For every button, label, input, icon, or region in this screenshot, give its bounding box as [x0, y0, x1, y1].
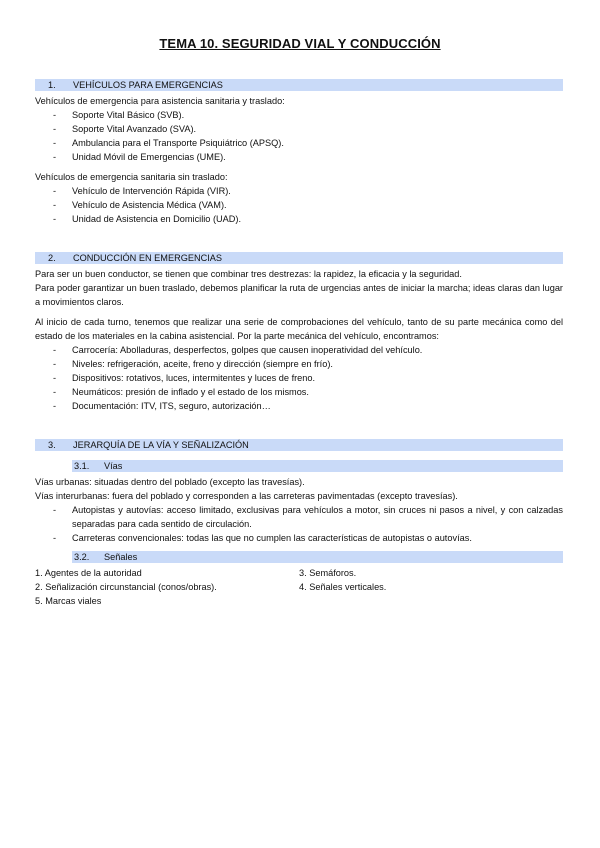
- list-item: - Unidad de Asistencia en Domicilio (UAD).: [35, 212, 563, 226]
- signals-right-column: [299, 566, 563, 608]
- section-2-paragraph-3: Al inicio de cada turno, tenemos que realizar una serie de comprobaciones del vehículo, tanto de su parte mecánica como del estado de los materiales en la cabina asistencial. Por la parte mecánica del vehículo, encontramos:: [35, 317, 563, 341]
- subsection-3-2-number: 3.2.: [74, 552, 90, 562]
- section-1-intro-b: Vehículos de emergencia sanitaria sin traslado:: [35, 172, 228, 182]
- signal-item: 4. Señales verticales.: [299, 582, 387, 592]
- signals-left-column: [35, 566, 299, 608]
- document-body: [35, 79, 563, 608]
- section-1-title: VEHÍCULOS PARA EMERGENCIAS: [73, 80, 223, 90]
- list-item: - Unidad Móvil de Emergencias (UME).: [35, 150, 563, 164]
- list-item: - Vehículo de Asistencia Médica (VAM).: [35, 198, 563, 212]
- signal-item: 2. Señalización circunstancial (conos/obras).: [35, 582, 217, 592]
- subsection-3-1-paragraph-1: Vías urbanas: situadas dentro del poblado (excepto las travesías).: [35, 477, 305, 487]
- section-3-number: 3.: [48, 440, 56, 450]
- list-item: - Soporte Vital Básico (SVB).: [35, 108, 563, 122]
- section-1-list-b: [35, 184, 563, 226]
- section-1-number: 1.: [48, 80, 56, 90]
- section-3-title: JERARQUÍA DE LA VÍA Y SEÑALIZACIÓN: [73, 440, 249, 450]
- signal-item: 3. Semáforos.: [299, 568, 357, 578]
- section-1-intro-a: Vehículos de emergencia para asistencia sanitaria y traslado:: [35, 96, 285, 106]
- list-item: - Niveles: refrigeración, aceite, freno y dirección (siempre en frío).: [35, 357, 563, 371]
- section-1-heading: [35, 79, 563, 91]
- list-item: - Autopistas y autovías: acceso limitado, exclusivas para vehículos a motor, sin cruces ni pasos a nivel, y con calzadas separadas para cada sentido de circulación.: [35, 503, 563, 531]
- list-item: - Ambulancia para el Transporte Psiquiátrico (APSQ).: [35, 136, 563, 150]
- subsection-3-2-heading: [72, 551, 563, 563]
- signal-item: 1. Agentes de la autoridad: [35, 568, 142, 578]
- list-item: - Carrocería: Abolladuras, desperfectos, golpes que causen inoperatividad del vehículo.: [35, 343, 563, 357]
- section-2-paragraph-2: Para poder garantizar un buen traslado, debemos planificar la ruta de urgencias antes de iniciar la marcha; ideas claras dan lugar a movimientos claros.: [35, 283, 563, 307]
- subsection-3-1-number: 3.1.: [74, 461, 90, 471]
- section-2-list: [35, 343, 563, 413]
- list-item: - Dispositivos: rotativos, luces, intermitentes y luces de freno.: [35, 371, 563, 385]
- signals-columns: [35, 566, 563, 608]
- section-2-number: 2.: [48, 253, 56, 263]
- section-1-list-a: [35, 108, 563, 164]
- section-3-heading: [35, 439, 563, 451]
- section-2-title: CONDUCCIÓN EN EMERGENCIAS: [73, 253, 223, 263]
- section-2-paragraph-1: Para ser un buen conductor, se tienen que combinar tres destrezas: la rapidez, la eficacia y la seguridad.: [35, 269, 462, 279]
- document-title: TEMA 10. SEGURIDAD VIAL Y CONDUCCIÓN: [159, 36, 441, 51]
- list-item: - Soporte Vital Avanzado (SVA).: [35, 122, 563, 136]
- subsection-3-2-title: Señales: [104, 552, 138, 562]
- list-item: - Neumáticos: presión de inflado y el estado de los mismos.: [35, 385, 563, 399]
- list-item: - Vehículo de Intervención Rápida (VIR).: [35, 184, 563, 198]
- subsection-3-1-heading: [72, 460, 563, 472]
- subsection-3-1-title: Vías: [104, 461, 123, 471]
- list-item: - Documentación: ITV, ITS, seguro, autorización…: [35, 399, 563, 413]
- subsection-3-1-list: [35, 503, 563, 545]
- signal-item: 5. Marcas viales: [35, 596, 102, 606]
- subsection-3-1-paragraph-2: Vías interurbanas: fuera del poblado y corresponden a las carreteras pavimentadas (excepto travesías).: [35, 491, 458, 501]
- section-2-heading: [35, 252, 563, 264]
- list-item: - Carreteras convencionales: todas las que no cumplen las características de autopistas o autovías.: [35, 531, 563, 545]
